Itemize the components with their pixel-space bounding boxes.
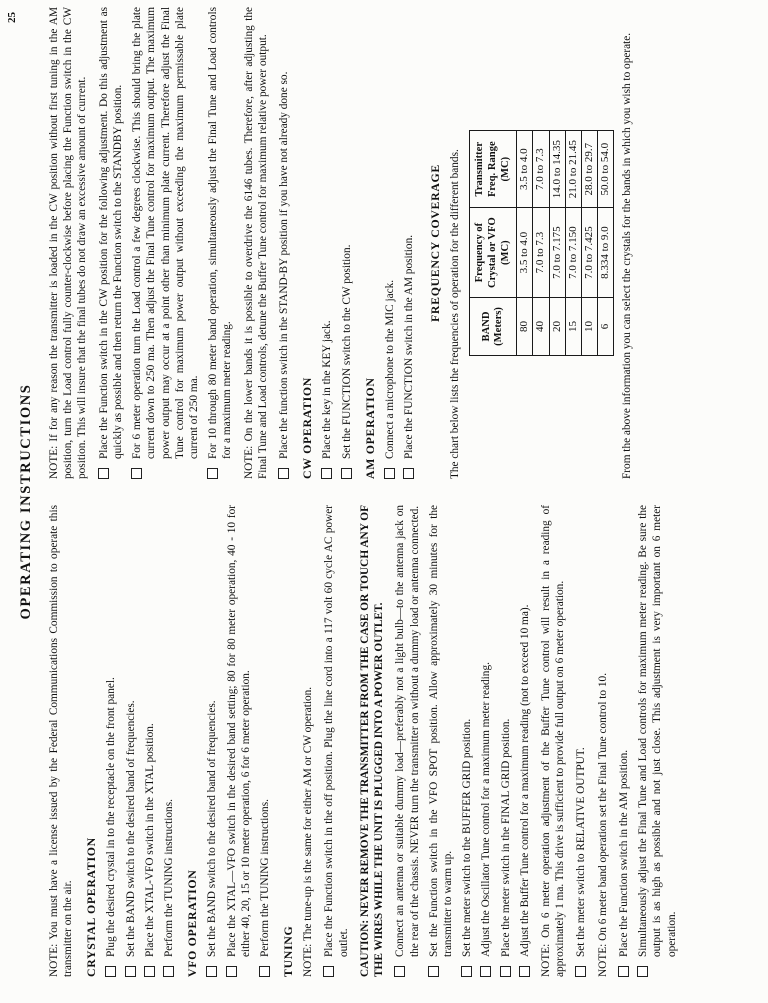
cell-crystal-vfo: 8.334 to 9.0 [598, 208, 614, 298]
list-item [574, 505, 588, 977]
table-row [598, 131, 614, 356]
list-item [636, 505, 679, 977]
cell-transmitter-range: 14.0 to 14.35 [549, 131, 565, 208]
list-item [460, 505, 474, 977]
step-text: Set the Function switch in the VFO SPOT position. Allow approximately 30 minutes for the transmitter to warm up. [427, 505, 454, 957]
am-operation-steps [383, 7, 416, 479]
list-item [427, 505, 455, 977]
list-item [206, 7, 234, 479]
frequency-coverage-outro: From the above information you can select the crystals for the bands in which you wish to operate. [621, 32, 634, 479]
table-head [470, 131, 517, 356]
section-heading-tuning: TUNING [281, 925, 296, 977]
cw-operation-steps [320, 7, 353, 479]
checkbox-icon[interactable] [575, 966, 586, 977]
list-item [322, 505, 350, 977]
cell-transmitter-range: 28.0 to 29.7 [582, 131, 598, 208]
frequency-coverage-intro: The chart below lists the frequencies of operation for the different bands. [449, 149, 462, 479]
caution-text: CAUTION: NEVER REMOVE THE TRANSMITTER FROM THE CASE OR TOUCH ANY OF THE WIRES WHILE THE UNIT IS PLUGGED INTO A POWER OUTLET. [358, 505, 386, 977]
intro-note: NOTE: You must have a license issued by the Federal Communications Commission to operate this transmitter on the air. [48, 505, 75, 977]
step-text: Set the FUNCTION switch to the CW position. [340, 244, 353, 459]
cell-crystal-vfo: 7.0 to 7.175 [549, 208, 565, 298]
table-body [517, 131, 614, 356]
list-item [162, 505, 176, 977]
cell-crystal-vfo: 3.5 to 4.0 [517, 208, 533, 298]
right-column [47, 7, 635, 479]
cell-transmitter-range: 7.0 to 7.3 [533, 131, 549, 208]
tuning-steps-c [574, 505, 588, 977]
list-item [225, 505, 253, 977]
cell-transmitter-range: 50.0 to 54.0 [598, 131, 614, 208]
list-item [393, 505, 421, 977]
checkbox-icon[interactable] [480, 966, 491, 977]
checkbox-icon[interactable] [105, 966, 116, 977]
cell-band: 80 [517, 298, 533, 356]
standby-step [277, 7, 291, 479]
step-text: Plug the desired crystal in to the receptacle on the front panel. [105, 677, 118, 957]
two-column-body [47, 7, 686, 977]
tuning-steps-continued [97, 7, 235, 479]
step-text: For 10 through 80 meter band operation, simultaneously adjust the Final Tune and Load controls for a maximum meter reading. [207, 7, 234, 459]
step-text: Set the meter switch to the BUFFER GRID position. [461, 718, 474, 957]
step-text: Simultaneously adjust the Final Tune and Load controls for maximum meter reading. Be sure the output is as high as possible and not just close. This adjustment is very important on 6 meter operation. [637, 505, 678, 957]
list-item [205, 505, 219, 977]
checkbox-icon[interactable] [226, 966, 237, 977]
table-row [565, 131, 581, 356]
list-item [258, 505, 272, 977]
step-text: Place the Function switch in the off position. Plug the line cord into a 117 volt 60 cycle AC power outlet. [323, 505, 350, 957]
cell-band: 20 [549, 298, 565, 356]
step-text: Place the function switch in the STAND-BY position if you have not already done so. [278, 71, 291, 459]
checkbox-icon[interactable] [98, 468, 109, 479]
page-number: 25 [6, 12, 18, 23]
checkbox-icon[interactable] [403, 468, 414, 479]
checkbox-icon[interactable] [500, 966, 511, 977]
step-text: Set the BAND switch to the desired band of frequencies. [206, 700, 219, 957]
cw-load-note: NOTE: If for any reason the transmitter is loaded in the CW position without first tuning in the AM position, turn the Load control fully counter-clockwise before placing the Function switch in the CW position. This will insure that the final tubes do not draw an excessive amount of current. [48, 7, 89, 479]
cell-band: 10 [582, 298, 598, 356]
list-item [320, 7, 334, 479]
list-item [104, 505, 118, 977]
list-item [130, 7, 201, 479]
step-text: Adjust the Oscillator Tune control for a maximum meter reading. [480, 662, 493, 957]
checkbox-icon[interactable] [125, 966, 136, 977]
checkbox-icon[interactable] [384, 468, 395, 479]
step-text: Connect an antenna or suitable dummy load—preferably not a light bulb—to the antenna jack on the rear of the chassis. NEVER turn the transmitter on without a dummy load or antenna connected. [394, 505, 421, 957]
step-text: Place the Function switch in the CW position for the following adjustment. Do this adjustment as quickly as possible and then return the Function switch to the STANDBY position. [97, 7, 124, 459]
list-item [479, 505, 493, 977]
frequency-coverage-table [469, 130, 614, 356]
checkbox-icon[interactable] [131, 468, 142, 479]
list-item [518, 505, 532, 977]
checkbox-icon[interactable] [206, 966, 217, 977]
step-text: Place the key in the KEY jack. [321, 320, 334, 459]
step-text: Place the XTAL—VFO switch in the desired band setting; 80 for 80 meter operation, 40 - 10 for either 40, 20, 15 or 10 meter operation, 6 for 6 meter operation. [225, 505, 252, 957]
step-text: Set the BAND switch to the desired band of frequencies. [124, 700, 137, 957]
cell-band: 40 [533, 298, 549, 356]
checkbox-icon[interactable] [519, 966, 530, 977]
step-text: Perform the TUNING instructions. [163, 799, 176, 957]
tuning-steps-a [322, 505, 350, 977]
list-item [402, 7, 416, 479]
step-text: Place the meter switch in the FINAL GRID position. [499, 718, 512, 957]
tuning-note: NOTE: The tune-up is the same for either AM or CW operation. [302, 686, 315, 977]
checkbox-icon[interactable] [323, 966, 334, 977]
lower-bands-note: NOTE: On the lower bands it is possible to overdrive the 6146 tubes. Therefore, after adjusting the Final Tune and Load controls, detune the Buffer Tune control for maximum relative power output. [242, 7, 269, 479]
column-header-band: BAND (Meters) [470, 298, 517, 356]
table-header-row [470, 131, 517, 356]
step-text: Connect a microphone to the MIC jack. [383, 279, 396, 459]
cell-crystal-vfo: 7.0 to 7.3 [533, 208, 549, 298]
tuning-note-6m-buffer: NOTE: On 6 meter operation adjustment of the Buffer Tune control will result in a reading of approximately 1 ma. This drive is sufficient to provide full output on 6 meter operation. [540, 505, 567, 977]
section-heading-am-operation: AM OPERATION [362, 377, 377, 479]
step-text: Perform the TUNING instructions. [258, 799, 271, 957]
list-item [277, 7, 291, 479]
section-heading-vfo-operation: VFO OPERATION [185, 869, 200, 977]
cell-transmitter-range: 21.0 to 21.45 [565, 131, 581, 208]
column-header-crystal-vfo-frequency: Frequency of Crystal or VFO (MC) [470, 208, 517, 298]
tuning-steps-d [617, 505, 679, 977]
section-heading-cw-operation: CW OPERATION [300, 376, 315, 479]
checkbox-icon[interactable] [637, 966, 648, 977]
cell-band: 15 [565, 298, 581, 356]
step-text: For 6 meter operation turn the Load control a few degrees clockwise. This should bring the plate current down to 250 ma. Then adjust the Final Tune control for maximum output. The maximum power output may occur at a point other than minimum plate current. Therefore adjust the Final Tune control for maximum power output without exceeding the maximum permissable plate current of 250 ma. [131, 7, 200, 459]
page-title: OPERATING INSTRUCTIONS [18, 383, 34, 620]
checkbox-icon[interactable] [207, 468, 218, 479]
list-item [499, 505, 513, 977]
list-item [97, 7, 125, 479]
table-row [549, 131, 565, 356]
checkbox-icon[interactable] [428, 966, 439, 977]
checkbox-icon[interactable] [341, 468, 352, 479]
vfo-operation-steps [205, 505, 272, 977]
checkbox-icon[interactable] [394, 966, 405, 977]
step-text: Set the meter switch to RELATIVE OUTPUT. [575, 747, 588, 957]
step-text: Place the Function switch in the AM position. [617, 749, 630, 957]
table-row [582, 131, 598, 356]
step-text: Adjust the Buffer Tune control for a maximum reading (not to exceed 10 ma). [518, 604, 531, 957]
list-item [124, 505, 138, 977]
cell-crystal-vfo: 7.0 to 7.425 [582, 208, 598, 298]
checkbox-icon[interactable] [618, 966, 629, 977]
list-item [143, 505, 157, 977]
list-item [340, 7, 354, 479]
step-text: Place the FUNCTION switch in the AM position. [402, 234, 415, 459]
list-item [617, 505, 631, 977]
crystal-operation-steps [104, 505, 176, 977]
checkbox-icon[interactable] [144, 966, 155, 977]
cell-transmitter-range: 3.5 to 4.0 [517, 131, 533, 208]
checkbox-icon[interactable] [321, 468, 332, 479]
section-heading-frequency-coverage: FREQUENCY COVERAGE [428, 164, 443, 322]
section-heading-crystal-operation: CRYSTAL OPERATION [84, 837, 99, 977]
column-header-transmitter-freq-range: Transmitter Freq. Range (MC) [470, 131, 517, 208]
table-row [533, 131, 549, 356]
tuning-steps-b [393, 505, 532, 977]
cell-crystal-vfo: 7.0 to 7.150 [565, 208, 581, 298]
checkbox-icon[interactable] [461, 966, 472, 977]
step-text: Place the XTAL-VFO switch in the XTAL position. [143, 723, 156, 957]
list-item [383, 7, 397, 479]
table-row [517, 131, 533, 356]
cell-band: 6 [598, 298, 614, 356]
left-column [47, 505, 686, 977]
tuning-note-6m-final: NOTE: On 6 meter band operation set the Final Tune control to 10. [596, 672, 609, 977]
checkbox-icon[interactable] [259, 966, 270, 977]
checkbox-icon[interactable] [278, 468, 289, 479]
checkbox-icon[interactable] [163, 966, 174, 977]
